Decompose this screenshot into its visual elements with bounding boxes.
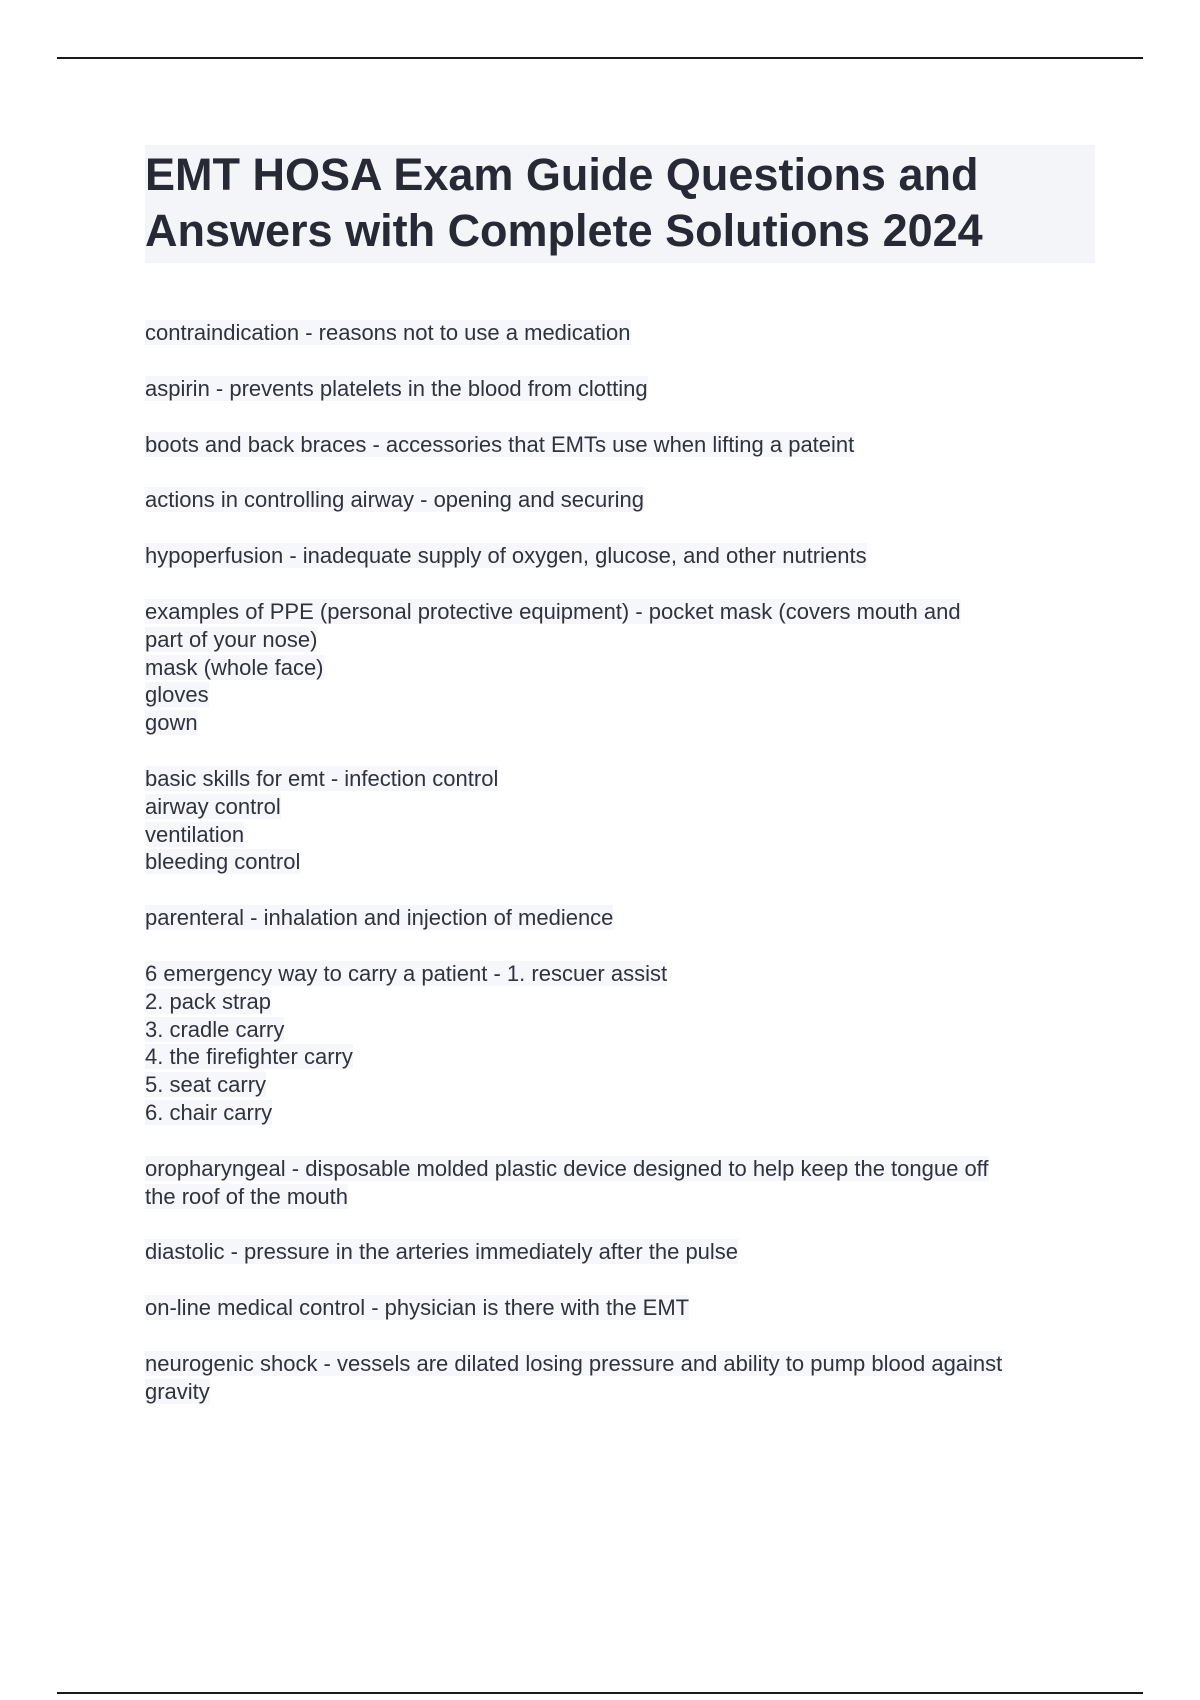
qa-line-text: 3. cradle carry xyxy=(145,1016,285,1042)
qa-line-text: gravity xyxy=(145,1378,210,1404)
qa-item xyxy=(145,542,1095,570)
header-rule xyxy=(57,57,1143,59)
qa-line-text: airway control xyxy=(145,793,281,819)
qa-line-text: 5. seat carry xyxy=(145,1072,267,1098)
qa-line-text: the roof of the mouth xyxy=(145,1183,349,1209)
qa-line-text: diastolic - pressure in the arteries immediately after the pulse xyxy=(145,1239,739,1265)
document-body xyxy=(145,145,1095,1434)
qa-line xyxy=(145,542,1095,570)
qa-line xyxy=(145,598,1095,626)
qa-item xyxy=(145,904,1095,932)
qa-line xyxy=(145,709,1095,737)
qa-item xyxy=(145,1294,1095,1322)
qa-line-text: 6. chair carry xyxy=(145,1099,273,1125)
qa-line xyxy=(145,1238,1095,1266)
qa-line xyxy=(145,486,1095,514)
qa-line xyxy=(145,1350,1095,1378)
qa-item xyxy=(145,598,1095,737)
qa-line xyxy=(145,1378,1095,1406)
qa-line-text: oropharyngeal - disposable molded plastic device designed to help keep the tongue off xyxy=(145,1155,989,1181)
qa-item xyxy=(145,319,1095,347)
qa-line-text: on-line medical control - physician is there with the EMT xyxy=(145,1295,690,1321)
qa-line xyxy=(145,848,1095,876)
qa-line xyxy=(145,904,1095,932)
document-title: EMT HOSA Exam Guide Questions and Answers with Complete Solutions 2024 xyxy=(145,145,1095,263)
qa-line-text: part of your nose) xyxy=(145,626,318,652)
qa-line-text: hypoperfusion - inadequate supply of oxygen, glucose, and other nutrients xyxy=(145,543,867,569)
qa-list xyxy=(145,319,1095,1406)
qa-item xyxy=(145,375,1095,403)
qa-line-text: ventilation xyxy=(145,821,245,847)
qa-line-text: boots and back braces - accessories that EMTs use when lifting a pateint xyxy=(145,431,855,457)
qa-line xyxy=(145,626,1095,654)
qa-item xyxy=(145,1155,1095,1211)
qa-line-text: examples of PPE (personal protective equipment) - pocket mask (covers mouth and xyxy=(145,598,961,624)
qa-line-text: gown xyxy=(145,710,198,736)
qa-line-text: contraindication - reasons not to use a medication xyxy=(145,320,631,345)
qa-line xyxy=(145,793,1095,821)
qa-line xyxy=(145,681,1095,709)
qa-line-text: aspirin - prevents platelets in the blood from clotting xyxy=(145,375,648,401)
qa-line xyxy=(145,1071,1095,1099)
qa-line xyxy=(145,654,1095,682)
qa-line xyxy=(145,1016,1095,1044)
qa-line xyxy=(145,1043,1095,1071)
qa-item xyxy=(145,1350,1095,1406)
qa-line-text: 6 emergency way to carry a patient - 1. rescuer assist xyxy=(145,960,668,986)
qa-item xyxy=(145,765,1095,876)
qa-line xyxy=(145,375,1095,403)
qa-line xyxy=(145,1183,1095,1211)
qa-line xyxy=(145,960,1095,988)
qa-item xyxy=(145,486,1095,514)
qa-line-text: mask (whole face) xyxy=(145,654,324,680)
qa-item xyxy=(145,431,1095,459)
qa-line-text: parenteral - inhalation and injection of medience xyxy=(145,905,614,931)
qa-line xyxy=(145,1155,1095,1183)
qa-line-text: 4. the firefighter carry xyxy=(145,1044,353,1070)
qa-line xyxy=(145,1294,1095,1322)
qa-line xyxy=(145,1099,1095,1127)
qa-line xyxy=(145,821,1095,849)
footer-rule xyxy=(57,1692,1143,1694)
qa-line xyxy=(145,319,1095,347)
qa-line-text: neurogenic shock - vessels are dilated losing pressure and ability to pump blood against xyxy=(145,1350,1003,1376)
qa-line-text: actions in controlling airway - opening and securing xyxy=(145,487,644,513)
qa-line-text: 2. pack strap xyxy=(145,988,271,1014)
qa-line-text: basic skills for emt - infection control xyxy=(145,765,499,791)
qa-line xyxy=(145,431,1095,459)
qa-line-text: bleeding control xyxy=(145,849,301,875)
qa-line xyxy=(145,988,1095,1016)
qa-line xyxy=(145,765,1095,793)
qa-item xyxy=(145,1238,1095,1266)
qa-line-text: gloves xyxy=(145,682,209,708)
qa-item xyxy=(145,960,1095,1127)
